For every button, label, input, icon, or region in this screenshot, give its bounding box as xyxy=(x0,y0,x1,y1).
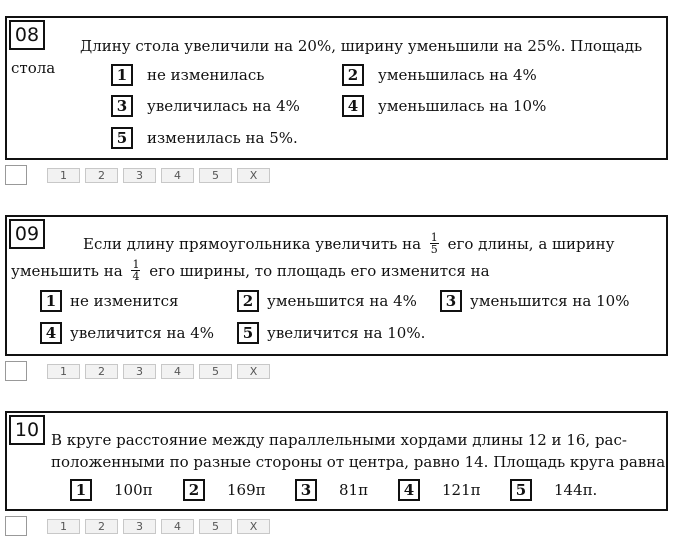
answer-option-5[interactable] xyxy=(237,322,425,344)
answer-button-2[interactable]: 2 xyxy=(85,519,118,534)
fraction-numerator: 1 xyxy=(132,257,140,271)
answer-option-5[interactable] xyxy=(510,479,597,501)
clear-button[interactable]: X xyxy=(237,364,270,379)
answer-option-4[interactable] xyxy=(342,95,546,117)
text-fragment: его ширины, то площадь его изменится на xyxy=(149,262,490,280)
option-key-box: 5 xyxy=(111,127,133,149)
answer-option-4[interactable] xyxy=(40,322,214,344)
answer-option-2[interactable] xyxy=(237,290,417,312)
fraction-numerator: 1 xyxy=(430,230,438,244)
answer-button-3[interactable]: 3 xyxy=(123,519,156,534)
fraction-denominator: 5 xyxy=(430,242,438,256)
text-fragment: Если длину прямоугольника увеличить на xyxy=(83,235,422,253)
clear-button[interactable]: X xyxy=(237,168,270,183)
problem-text-line2: положенными по разные стороны от центра, равно 14. Площадь круга равна xyxy=(51,453,666,471)
answer-option-1[interactable] xyxy=(40,290,179,312)
answer-button-3[interactable]: 3 xyxy=(123,168,156,183)
option-text: уменьшится на 4% xyxy=(267,292,417,310)
answer-button-5[interactable]: 5 xyxy=(199,168,232,183)
answer-button-2[interactable]: 2 xyxy=(85,168,118,183)
answer-option-3[interactable] xyxy=(295,479,368,501)
answer-checkbox[interactable] xyxy=(5,516,27,536)
problem-text-line2 xyxy=(11,257,490,284)
answer-button-4[interactable]: 4 xyxy=(161,168,194,183)
answer-button-4[interactable]: 4 xyxy=(161,364,194,379)
answer-toolbar-10 xyxy=(5,516,275,536)
option-text: уменьшилась на 10% xyxy=(378,97,547,115)
option-key-box: 3 xyxy=(111,95,133,117)
option-text: увеличится на 4% xyxy=(70,324,215,342)
option-key-box: 4 xyxy=(40,322,62,344)
answer-button-1[interactable]: 1 xyxy=(47,168,80,183)
option-text: 81π xyxy=(339,481,368,499)
option-key-box: 1 xyxy=(70,479,92,501)
answer-button-5[interactable]: 5 xyxy=(199,364,232,379)
fraction-denominator: 4 xyxy=(132,269,140,283)
problem-09 xyxy=(5,215,668,356)
answer-checkbox[interactable] xyxy=(5,165,27,185)
answer-option-1[interactable] xyxy=(70,479,153,501)
option-text: 121π xyxy=(442,481,481,499)
answer-option-2[interactable] xyxy=(183,479,266,501)
option-text: уменьшилась на 4% xyxy=(378,66,537,84)
option-text: 169π xyxy=(227,481,266,499)
answer-toolbar-09 xyxy=(5,361,275,381)
answer-button-5[interactable]: 5 xyxy=(199,519,232,534)
answer-option-3[interactable] xyxy=(111,95,300,117)
problem-text-line2: стола xyxy=(11,59,56,77)
option-key-box: 1 xyxy=(40,290,62,312)
fraction-one-fourth xyxy=(131,259,140,282)
answer-button-1[interactable]: 1 xyxy=(47,364,80,379)
problem-text-line1: Длину стола увеличили на 20%, ширину уменьшили на 25%. Площадь xyxy=(80,37,643,55)
problem-number: 10 xyxy=(9,415,45,445)
answer-checkbox[interactable] xyxy=(5,361,27,381)
option-text: изменилась на 5%. xyxy=(147,129,298,147)
option-key-box: 2 xyxy=(183,479,205,501)
answer-toolbar-08 xyxy=(5,165,275,185)
text-fragment: его длины, а ширину xyxy=(447,235,615,253)
problem-10 xyxy=(5,411,668,511)
problem-number: 08 xyxy=(9,20,45,50)
option-key-box: 2 xyxy=(342,64,364,86)
option-key-box: 4 xyxy=(342,95,364,117)
option-text: 100π xyxy=(114,481,153,499)
option-text: не изменилась xyxy=(147,66,265,84)
option-key-box: 5 xyxy=(510,479,532,501)
option-key-box: 2 xyxy=(237,290,259,312)
option-key-box: 3 xyxy=(295,479,317,501)
option-key-box: 4 xyxy=(398,479,420,501)
option-text: увеличилась на 4% xyxy=(147,97,300,115)
option-text: уменьшится на 10% xyxy=(470,292,630,310)
option-key-box: 1 xyxy=(111,64,133,86)
answer-button-2[interactable]: 2 xyxy=(85,364,118,379)
option-key-box: 5 xyxy=(237,322,259,344)
answer-option-4[interactable] xyxy=(398,479,481,501)
answer-option-3[interactable] xyxy=(440,290,629,312)
option-text: 144π. xyxy=(554,481,598,499)
answer-option-1[interactable] xyxy=(111,64,264,86)
option-text: не изменится xyxy=(70,292,179,310)
answer-option-5[interactable] xyxy=(111,127,298,149)
answer-button-1[interactable]: 1 xyxy=(47,519,80,534)
clear-button[interactable]: X xyxy=(237,519,270,534)
option-text: увеличится на 10%. xyxy=(267,324,426,342)
option-key-box: 3 xyxy=(440,290,462,312)
answer-option-2[interactable] xyxy=(342,64,537,86)
text-fragment: уменьшить на xyxy=(11,262,123,280)
problem-text-line1: В круге расстояние между параллельными хордами длины 12 и 16, рас- xyxy=(51,431,627,449)
fraction-one-fifth xyxy=(430,232,439,255)
answer-button-4[interactable]: 4 xyxy=(161,519,194,534)
answer-button-3[interactable]: 3 xyxy=(123,364,156,379)
problem-number: 09 xyxy=(9,219,45,249)
problem-08 xyxy=(5,16,668,160)
problem-text-line1 xyxy=(83,230,615,257)
